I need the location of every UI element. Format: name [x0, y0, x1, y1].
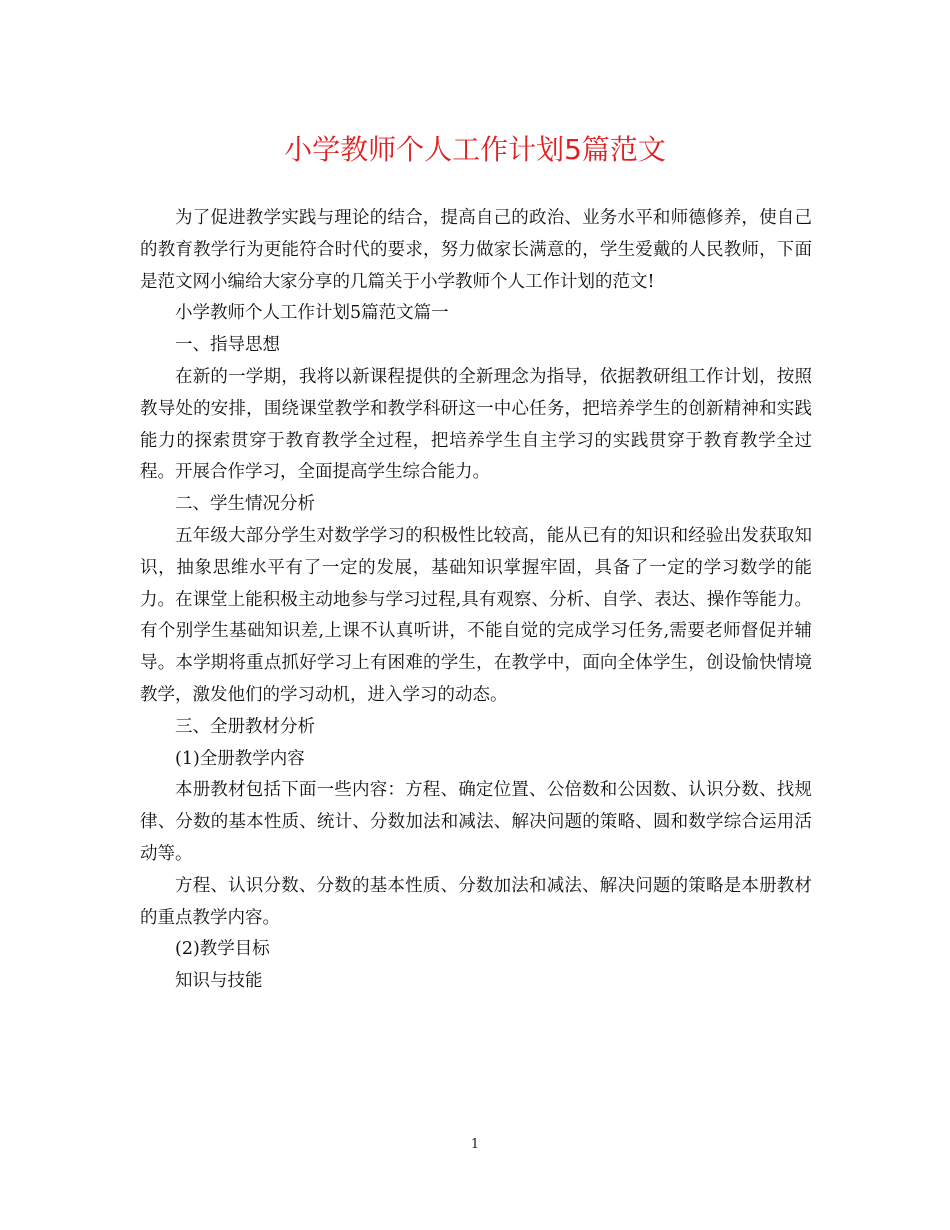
- paragraph-student-analysis: 五年级大部分学生对数学学习的积极性比较高，能从已有的知识和经验出发获取知识，抽象思维水平有了一定的发展，基础知识掌握牢固，具备了一定的学习数学的能力。在课堂上能积极主动地参与学习过程,具有观察、分析、自学、表达、操作等能力。有个别学生基础知识差,上课不认真听讲，不能自觉的完成学习任务,需要老师督促并辅导。本学期将重点抓好学习上有困难的学生，在教学中，面向全体学生，创设愉快情境教学，激发他们的学习动机，进入学习的动态。: [140, 525, 812, 705]
- section-heading-guiding-ideology: 一、指导思想: [175, 335, 280, 356]
- paragraph-guiding-ideology: 在新的一学期，我将以新课程提供的全新理念为指导，依据教研组工作计划，按照教导处的安排，围绕课堂教学和教学科研这一中心任务，把培养学生的创新精神和实践能力的探索贯穿于教育教学全过程，把培养学生自主学习的实践贯穿于教育教学全过程。开展合作学习，全面提高学生综合能力。: [140, 366, 812, 483]
- subheading-teaching-content: (1)全册教学内容: [175, 748, 305, 769]
- paragraph-teaching-content: 本册教材包括下面一些内容：方程、确定位置、公倍数和公因数、认识分数、找规律、分数的基本性质、统计、分数加法和减法、解决问题的策略、圆和数学综合运用活动等。: [140, 780, 812, 864]
- subheading-knowledge-skills: 知识与技能: [175, 971, 263, 992]
- paragraph-intro: 为了促进教学实践与理论的结合，提高自己的政治、业务水平和师德修养，使自己的教育教学行为更能符合时代的要求，努力做家长满意的，学生爱戴的人民教师，下面是范文网小编给大家分享的几篇关于小学教师个人工作计划的范文!: [140, 208, 812, 292]
- section-heading-article-one: 小学教师个人工作计划5篇范文篇一: [175, 303, 449, 324]
- section-heading-student-analysis: 二、学生情况分析: [175, 494, 315, 515]
- paragraph-key-content: 方程、认识分数、分数的基本性质、分数加法和减法、解决问题的策略是本册教材的重点教学内容。: [140, 875, 812, 928]
- document-title: 小学教师个人工作计划5篇范文: [284, 133, 666, 166]
- subheading-teaching-goals: (2)教学目标: [175, 939, 270, 960]
- section-heading-textbook-analysis: 三、全册教材分析: [175, 716, 315, 737]
- document-body: [140, 203, 812, 998]
- page-number: 1: [470, 1137, 480, 1152]
